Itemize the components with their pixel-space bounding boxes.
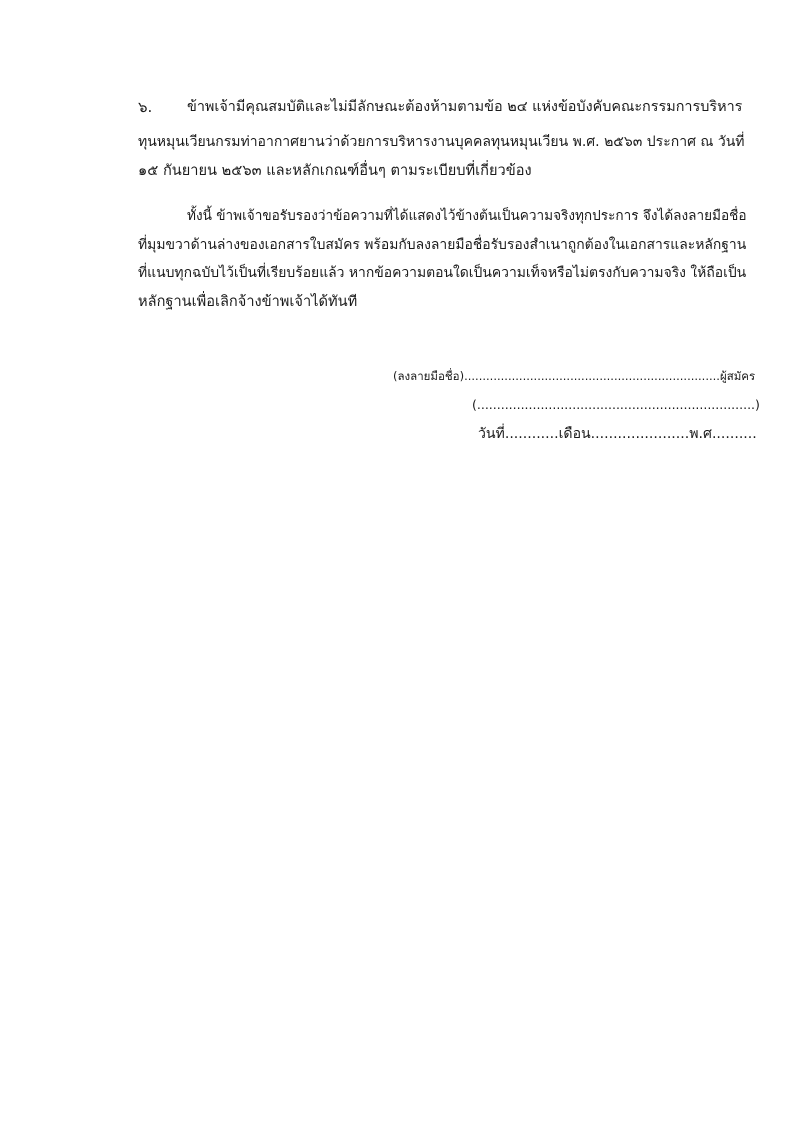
clause-6-line-3: ๑๕ กันยายน ๒๕๖๓ และหลักเกณฑ์อื่นๆ ตามระเบียบที่เกี่ยวข้อง	[138, 162, 532, 179]
clause-number: ๖.	[138, 98, 153, 116]
clause-6-line-2: ทุนหมุนเวียนกรมท่าอากาศยานว่าด้วยการบริหารงานบุคคลทุนหมุนเวียน พ.ศ. ๒๕๖๓ ประกาศ ณ วันที่	[138, 134, 745, 150]
date-line: วันที่............เดือน......................พ.ศ..........	[478, 426, 757, 442]
certification-line-4: หลักฐานเพื่อเลิกจ้างข้าพเจ้าได้ทันที	[138, 293, 358, 310]
clause-6-line-1: ข้าพเจ้ามีคุณสมบัติและไม่มีลักษณะต้องห้ามตามข้อ ๒๔ แห่งข้อบังคับคณะกรรมการบริหาร	[187, 99, 743, 115]
signature-line: (ลงลายมือชื่อ)......................................................................ผู้สมัคร	[393, 369, 756, 383]
certification-line-3: ที่แนบทุกฉบับไว้เป็นที่เรียบร้อยแล้ว หากข้อความตอนใดเป็นความเท็จหรือไม่ตรงกับความจริง ให้ถือเป็น	[138, 265, 747, 281]
certification-line-2: ที่มุมขวาด้านล่างของเอกสารใบสมัคร พร้อมกับลงลายมือชื่อรับรองสำเนาถูกต้องในเอกสารและหลักฐาน	[138, 237, 747, 253]
certification-line-1: ทั้งนี้ ข้าพเจ้าขอรับรองว่าข้อความที่ได้แสดงไว้ข้างต้นเป็นความจริงทุกประการ จึงได้ลงลายมือชื่อ	[187, 208, 747, 224]
printed-name-line: (......................................................................)	[472, 397, 760, 412]
